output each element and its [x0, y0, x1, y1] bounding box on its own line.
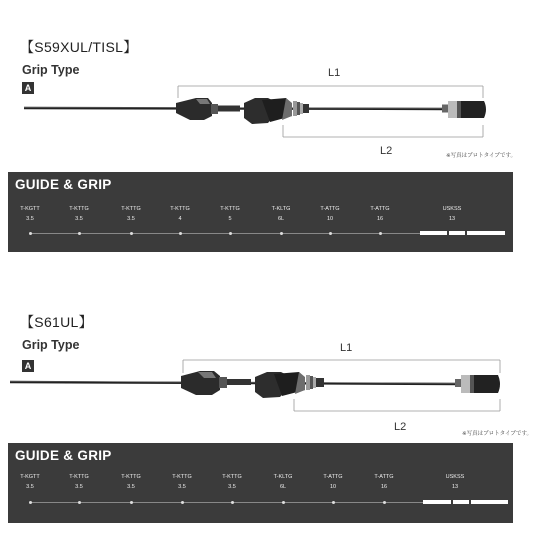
guide-name: USKSS [445, 474, 465, 480]
guide-dot [231, 501, 234, 504]
guide-size: 3.5 [127, 484, 135, 490]
guide-size: 3.5 [75, 484, 83, 490]
guide-name: T-ATTG [370, 206, 390, 212]
grip-type-badge: A [22, 360, 34, 372]
guide-dot [78, 501, 81, 504]
guide-name: T-ATTG [323, 474, 343, 480]
guide-size: 3.5 [228, 484, 236, 490]
guide-name: T-KTTG [170, 206, 190, 212]
guide-dot [78, 232, 81, 235]
grip-type-label: Grip Type [22, 338, 80, 352]
l1-label: L1 [340, 342, 353, 354]
guide-name: T-KTTG [121, 474, 141, 480]
guide-item [313, 472, 353, 492]
guide-dot [181, 501, 184, 504]
reel-seat [244, 98, 309, 124]
fore-grip [176, 98, 240, 120]
guide-size: 3.5 [26, 216, 34, 222]
guide-name: T-KGTT [20, 474, 40, 480]
dimension-l1 [183, 360, 500, 373]
guide-dot [229, 232, 232, 235]
grip-bar-seg-1 [423, 500, 451, 504]
guide-dot [130, 232, 133, 235]
guide-name: T-ATTG [374, 474, 394, 480]
guide-item [360, 204, 400, 224]
guide-item [435, 472, 475, 492]
guide-item [364, 472, 404, 492]
guide-dot [179, 232, 182, 235]
guide-size: 6L [279, 484, 287, 490]
guide-item [59, 472, 99, 492]
rod-illustration [0, 275, 533, 445]
guide-item [10, 472, 50, 492]
product-section-1 [0, 0, 533, 260]
grip-bar-seg-2 [453, 500, 469, 504]
guide-item [263, 472, 303, 492]
panel-title: GUIDE & GRIP [15, 448, 112, 463]
guide-item [10, 204, 50, 224]
guide-grip-panel [8, 443, 513, 523]
grip-bar-seg-1 [420, 231, 447, 235]
guide-size: 3.5 [26, 484, 34, 490]
guide-item [212, 472, 252, 492]
guide-item [111, 204, 151, 224]
guide-size: 13 [451, 484, 459, 490]
guide-name: T-KLTG [271, 206, 291, 212]
prototype-note: ※写真はプロトタイプです。 [446, 153, 517, 159]
butt-end [442, 101, 486, 118]
guide-size: 10 [326, 216, 334, 222]
guide-name: T-KTTG [121, 206, 141, 212]
dimension-l1 [178, 86, 483, 98]
guide-grip-panel [8, 172, 513, 252]
panel-title: GUIDE & GRIP [15, 177, 112, 192]
guide-dot [29, 232, 32, 235]
guide-dot [383, 501, 386, 504]
guide-item [210, 204, 250, 224]
guide-dot [379, 232, 382, 235]
dimension-l2 [294, 399, 500, 411]
guide-name: T-KTTG [69, 474, 89, 480]
guide-item [310, 204, 350, 224]
guide-track [30, 233, 420, 234]
l2-label: L2 [394, 421, 407, 433]
guide-size: 16 [380, 484, 388, 490]
prototype-note: ※写真はプロトタイプです。 [462, 431, 533, 437]
guide-name: T-ATTG [320, 206, 340, 212]
guide-size: 3.5 [178, 484, 186, 490]
grip-bar-seg-2 [449, 231, 465, 235]
guide-name: T-KTTG [69, 206, 89, 212]
guide-item [162, 472, 202, 492]
grip-bar-seg-3 [471, 500, 508, 504]
fore-grip [181, 371, 251, 395]
guide-dot [329, 232, 332, 235]
reel-seat [255, 372, 324, 398]
guide-item [432, 204, 472, 224]
grip-bar-seg-3 [467, 231, 505, 235]
product-section-2 [0, 275, 533, 533]
rod-illustration [0, 0, 533, 170]
guide-dot [29, 501, 32, 504]
guide-dot [130, 501, 133, 504]
guide-name: T-KTTG [220, 206, 240, 212]
model-name: 【S59XUL/TISL】 [20, 39, 138, 55]
model-name: 【S61UL】 [20, 314, 93, 330]
l1-label: L1 [328, 67, 341, 79]
butt-end [455, 375, 500, 393]
guide-size: 10 [329, 484, 337, 490]
guide-size: 16 [376, 216, 384, 222]
dimension-l2 [283, 125, 483, 137]
guide-item [160, 204, 200, 224]
guide-size: 4 [178, 216, 182, 222]
guide-name: T-KLTG [273, 474, 293, 480]
guide-item [261, 204, 301, 224]
guide-size: 5 [228, 216, 232, 222]
guide-size: 3.5 [75, 216, 83, 222]
guide-dot [280, 232, 283, 235]
guide-size: 6L [277, 216, 285, 222]
grip-type-label: Grip Type [22, 63, 80, 77]
guide-name: T-KTTG [172, 474, 192, 480]
guide-name: T-KTTG [222, 474, 242, 480]
guide-track [30, 502, 423, 503]
guide-dot [282, 501, 285, 504]
guide-name: T-KGTT [20, 206, 40, 212]
guide-item [111, 472, 151, 492]
guide-name: USKSS [442, 206, 462, 212]
guide-size: 13 [448, 216, 456, 222]
guide-size: 3.5 [127, 216, 135, 222]
guide-dot [332, 501, 335, 504]
guide-item [59, 204, 99, 224]
l2-label: L2 [380, 145, 393, 157]
grip-type-badge: A [22, 82, 34, 94]
